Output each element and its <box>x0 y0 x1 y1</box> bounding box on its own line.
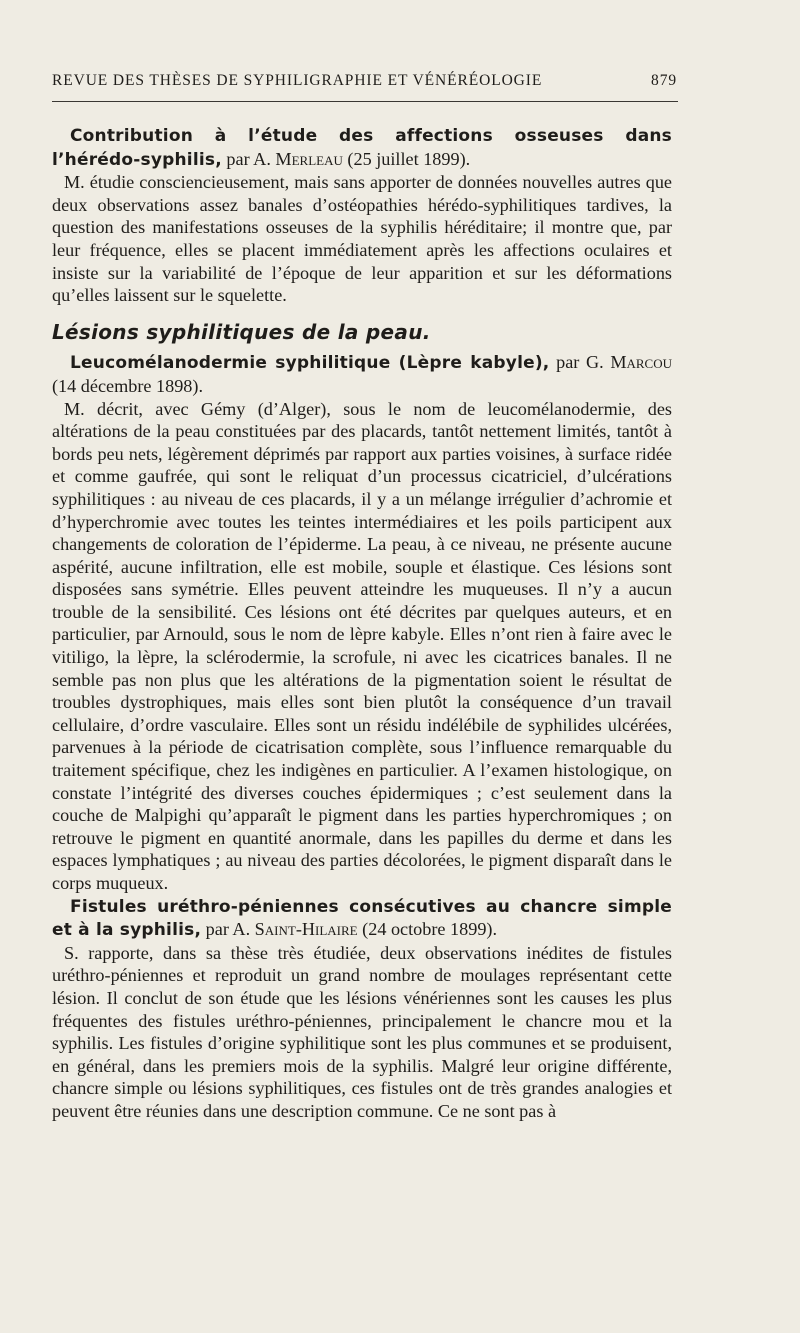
entry-date: (14 décembre 1898). <box>52 375 203 396</box>
entry-author: Saint-Hilaire <box>254 919 358 940</box>
entry-by: par A. <box>201 919 255 940</box>
entry-merleau <box>52 124 672 307</box>
entry-paragraph: S. rapporte, dans sa thèse très étudiée, deux observations inédites de fistules uréthro-péniennes et reproduit un grand nombre de moulages représentant cette lésion. Il conclut de son étude que les lésions vénériennes sont les causes les plus fréquentes des fistules uréthro-péniennes, principalement le chancre mou et la syphilis. Les fistules d’origine syphilitique sont les plus communes et se produisent, en général, dans les premiers mois de la syphilis. Malgré leur origine différente, chancre simple ou lésions syphilitiques, ces fistules ont de très grandes analogies et peuvent être réunies dans une description commune. Ce ne sont pas à <box>52 942 672 1121</box>
entry-marcou <box>52 351 672 894</box>
page-number: 879 <box>651 72 677 89</box>
entry-paragraph: M. décrit, avec Gémy (d’Alger), sous le nom de leucomélanodermie, des altérations de la peau constituées par des placards, tantôt nettement limités, tantôt à bords peu nets, légèrement déprimés par rapport aux parties voisines, à surface ridée et comme gaufrée, qui sont le reliquat d’un processus cicatriciel, d’ulcérations syphilitiques : au niveau de ces placards, il y a un mélange irrégulier d’achromie et d’hyperchromie avec toutes les teintes intermédiaires et les poils participent aux changements de coloration de l’épiderme. La peau, à ce niveau, ne présente aucune aspérité, aucune infiltration, elle est mobile, souple et élastique. Ces lésions sont disposées sans symétrie. Elles peuvent atteindre les muqueuses. Il n’y a aucun trouble de la sensibilité. Ces lésions ont été décrites par quelques auteurs, et en particulier, par Arnould, sous le nom de lèpre kabyle. Elles n’ont rien à faire avec le vitiligo, la lèpre, la sclérodermie, la scrofule, ni avec les cicatrices banales. Il ne semble pas non plus que les altérations de la pigmentation soient le résultat de troubles dystrophiques, mais elles sont bien plutôt la conséquence d’un travail cellulaire, d’ordre vasculaire. Elles sont un résidu indélébile de syphilides ulcérées, parvenues à la période de cicatrisation complète, sous l’influence remarquable du traitement spécifique, chez les indigènes en particulier. A l’examen histologique, on constate l’intégrité des diverses couches épidermiques ; c’est seulement dans la couche de Malpighi qu’apparaît le pigment dans les parties hyperchromiques ; on retrouve le pigment en quantité anormale, dans les papilles du derme et dans les espaces lymphatiques ; au niveau des parties décolorées, le pigment disparaît dans le corps muqueux. <box>52 398 672 893</box>
entry-title <box>52 351 672 397</box>
section-heading: Lésions syphilitiques de la peau. <box>52 319 431 344</box>
header-divider <box>52 101 678 102</box>
entry-date: (24 octobre 1899). <box>357 919 498 940</box>
entry-by: par G. <box>549 352 611 373</box>
entry-date: (25 juillet 1899). <box>342 148 471 169</box>
entry-title-text: Leucomélanodermie syphilitique (Lèpre kabyle), <box>70 353 550 374</box>
entry-author: Merleau <box>275 148 343 169</box>
entry-title <box>52 124 672 171</box>
entry-title-text: Fistules uréthro-péniennes consécutives au chancre simple et à la syphilis, <box>52 896 672 941</box>
entry-paragraph: M. étudie consciencieusement, mais sans apporter de données nouvelles autres que deux observations assez banales d’ostéopathies hérédo-syphilitiques tardives, la question des manifestations osseuses de la syphilis héréditaire; il montre que, par leur fréquence, elles se placent immédiatement après les affections oculaires et insiste sur la variabilité de l’époque de leur apparition et sur les déformations qu’elles laissent sur le squelette. <box>52 172 672 306</box>
entry-title <box>52 895 672 942</box>
entry-by: par A. <box>221 148 276 169</box>
running-header <box>52 72 677 90</box>
entry-title-text: Contribution à l’étude des affections osseuses dans l’hérédo-syphilis, <box>52 126 672 170</box>
page-body <box>52 124 672 1123</box>
running-title: REVUE DES THÈSES DE SYPHILIGRAPHIE ET VÉNÉRÉOLOGIE <box>52 72 543 89</box>
entry-author: Marcou <box>610 352 672 373</box>
entry-saint-hilaire <box>52 895 672 1123</box>
